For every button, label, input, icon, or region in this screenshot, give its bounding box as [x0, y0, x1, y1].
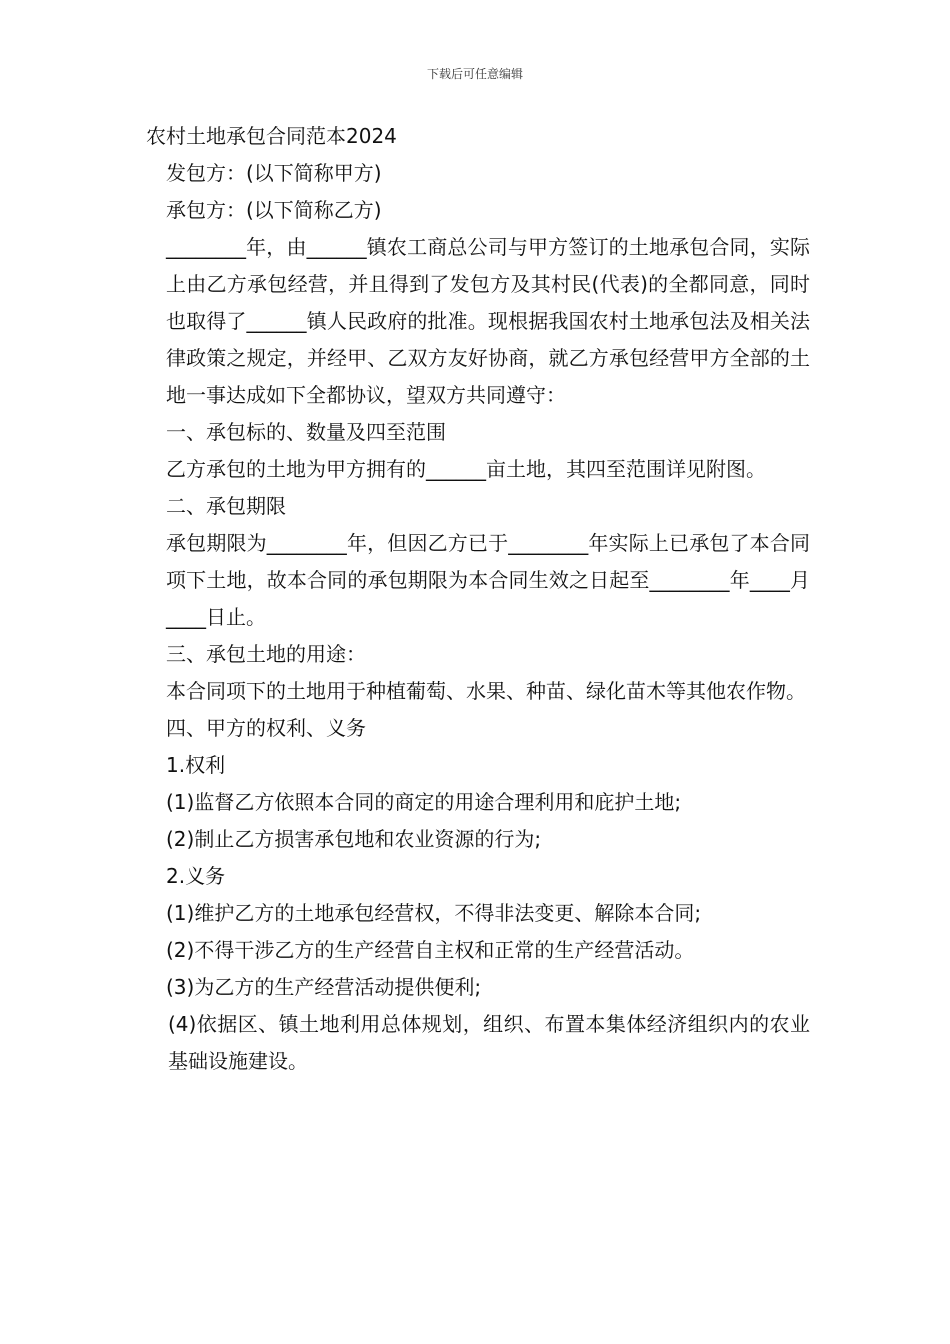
- section3-heading: 三、承包土地的用途：: [166, 642, 366, 666]
- duty-item-2: (2)不得干涉乙方的生产经营自主权和正常的生产经营活动。: [166, 938, 695, 962]
- duty-item-1: (1)维护乙方的土地承包经营权，不得非法变更、解除本合同;: [166, 901, 702, 925]
- duty-item-3: (3)为乙方的生产经营活动提供便利;: [166, 975, 482, 999]
- section2-body: 承包期限为________年，但因乙方已于________年实际上已承包了本合同项下土地，故本合同的承包期限为本合同生效之日起至________年____月____日止。: [166, 531, 810, 629]
- section1-body: 乙方承包的土地为甲方拥有的______亩土地，其四至范围详见附图。: [166, 457, 766, 481]
- document-title: 农村土地承包合同范本2024: [146, 124, 397, 148]
- party-b-line: 承包方：(以下简称乙方): [166, 198, 382, 222]
- party-a-line: 发包方：(以下简称甲方): [166, 161, 382, 185]
- right-item-2: (2)制止乙方损害承包地和农业资源的行为;: [166, 827, 542, 851]
- section1-heading: 一、承包标的、数量及四至范围: [166, 420, 446, 444]
- duties-heading: 2.义务: [166, 864, 226, 888]
- document-body: [146, 118, 810, 1080]
- page-header-note: 下载后可任意编辑: [426, 67, 523, 81]
- section3-body: 本合同项下的土地用于种植葡萄、水果、种苗、绿化苗木等其他农作物。: [166, 679, 806, 703]
- right-item-1: (1)监督乙方依照本合同的商定的用途合理利用和庇护土地;: [166, 790, 682, 814]
- rights-heading: 1.权利: [166, 753, 226, 777]
- intro-paragraph: ________年，由______镇农工商总公司与甲方签订的土地承包合同，实际上由乙方承包经营，并且得到了发包方及其村民(代表)的全都同意，同时也取得了______镇人民政府的批准。现根据我国农村土地承包法及相关法律政策之规定，并经甲、乙双方友好协商，就乙方承包经营甲方全部的土地一事达成如下全都协议，望双方共同遵守：: [166, 235, 810, 407]
- section4-heading: 四、甲方的权利、义务: [166, 716, 366, 740]
- section2-heading: 二、承包期限: [166, 494, 286, 518]
- duty-item-4: (4)依据区、镇土地利用总体规划，组织、布置本集体经济组织内的农业基础设施建设。: [168, 1012, 810, 1073]
